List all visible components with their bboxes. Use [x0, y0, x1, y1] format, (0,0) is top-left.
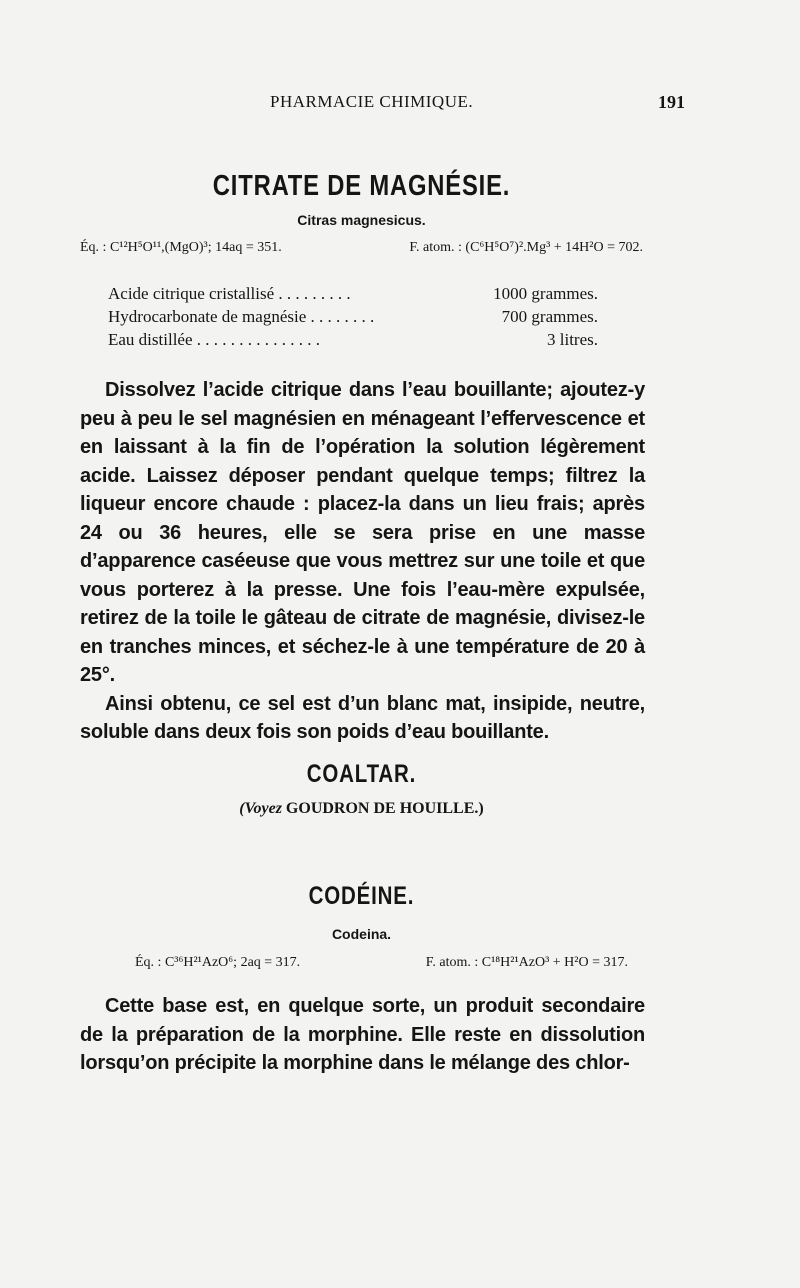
recipe-ingredient: Acide citrique cristallisé . . . . . . . . .	[108, 284, 351, 303]
codeine-formula-equivalent: Éq. : C³⁶H²¹AzO⁶; 2aq = 317.	[135, 955, 301, 970]
codeine-latin-name: Codeina.	[331, 926, 392, 942]
citrate-formula-equivalent: Éq. : C¹²H⁵O¹¹,(MgO)³; 14aq = 351.	[80, 240, 282, 255]
see-reference: GOUDRON DE HOUILLE.)	[285, 800, 484, 817]
recipe-row	[108, 284, 598, 307]
recipe-row	[108, 330, 598, 353]
citrate-latin-name: Citras magnesicus.	[297, 212, 426, 228]
recipe-row	[108, 307, 598, 330]
recipe-ingredient: Hydrocarbonate de magnésie . . . . . . . .	[108, 307, 375, 326]
citrate-paragraph-preparation: Dissolvez l’acide citrique dans l’eau bouillante; ajoutez-y peu à peu le sel magnésien en ménageant l’effervescence et en laissant à la fin de l’opération la solution légèrement acide. Laissez déposer pendant quelque temps; filtrez la liqueur encore chaude : placez-la dans un lieu frais; après 24 ou 36 heures, elle se sera prise en une masse d’apparence caséeuse que vous mettrez sur une toile et que vous porterez à la presse. Une fois l’eau-mère expulsée, retirez de la toile le gâteau de citrate de magnésie, divisez-le en tranches minces, et séchez-le à une température de 20 à 25°.	[80, 379, 645, 686]
codeine-title: CODÉINE.	[308, 882, 415, 910]
codeine-paragraph: Cette base est, en quelque sorte, un produit secondaire de la préparation de la morphine. Elle reste en dissolution lorsqu’on précipite la morphine dans le mélange des chlor-	[80, 995, 645, 1074]
codeine-formula	[80, 955, 643, 971]
recipe-ingredient: Eau distillée . . . . . . . . . . . . . . .	[108, 330, 321, 349]
running-head	[80, 92, 685, 116]
citrate-title: CITRATE DE MAGNÉSIE.	[212, 170, 511, 202]
page-number: 191	[658, 92, 685, 112]
citrate-formula-atomic: F. atom. : (C⁶H⁵O⁷)².Mg³ + 14H²O = 702.	[409, 240, 643, 255]
coaltar-title: COALTAR.	[306, 760, 417, 788]
recipe-quantity: 3 litres.	[547, 330, 598, 349]
coaltar-cross-reference	[80, 800, 643, 818]
citrate-formula	[80, 240, 643, 256]
citrate-recipe	[108, 284, 598, 353]
recipe-quantity: 1000 grammes.	[493, 284, 598, 303]
codeine-formula-atomic: F. atom. : C¹⁸H²¹AzO³ + H²O = 317.	[425, 955, 628, 970]
codeine-body	[80, 992, 645, 1078]
running-head-title: PHARMACIE CHIMIQUE.	[270, 92, 474, 111]
see-prefix: (Voyez	[239, 800, 282, 817]
recipe-quantity: 700 grammes.	[501, 307, 598, 326]
citrate-paragraph-properties: Ainsi obtenu, ce sel est d’un blanc mat, insipide, neutre, soluble dans deux fois son poids d’eau bouillante.	[80, 692, 645, 743]
citrate-body	[80, 376, 645, 747]
